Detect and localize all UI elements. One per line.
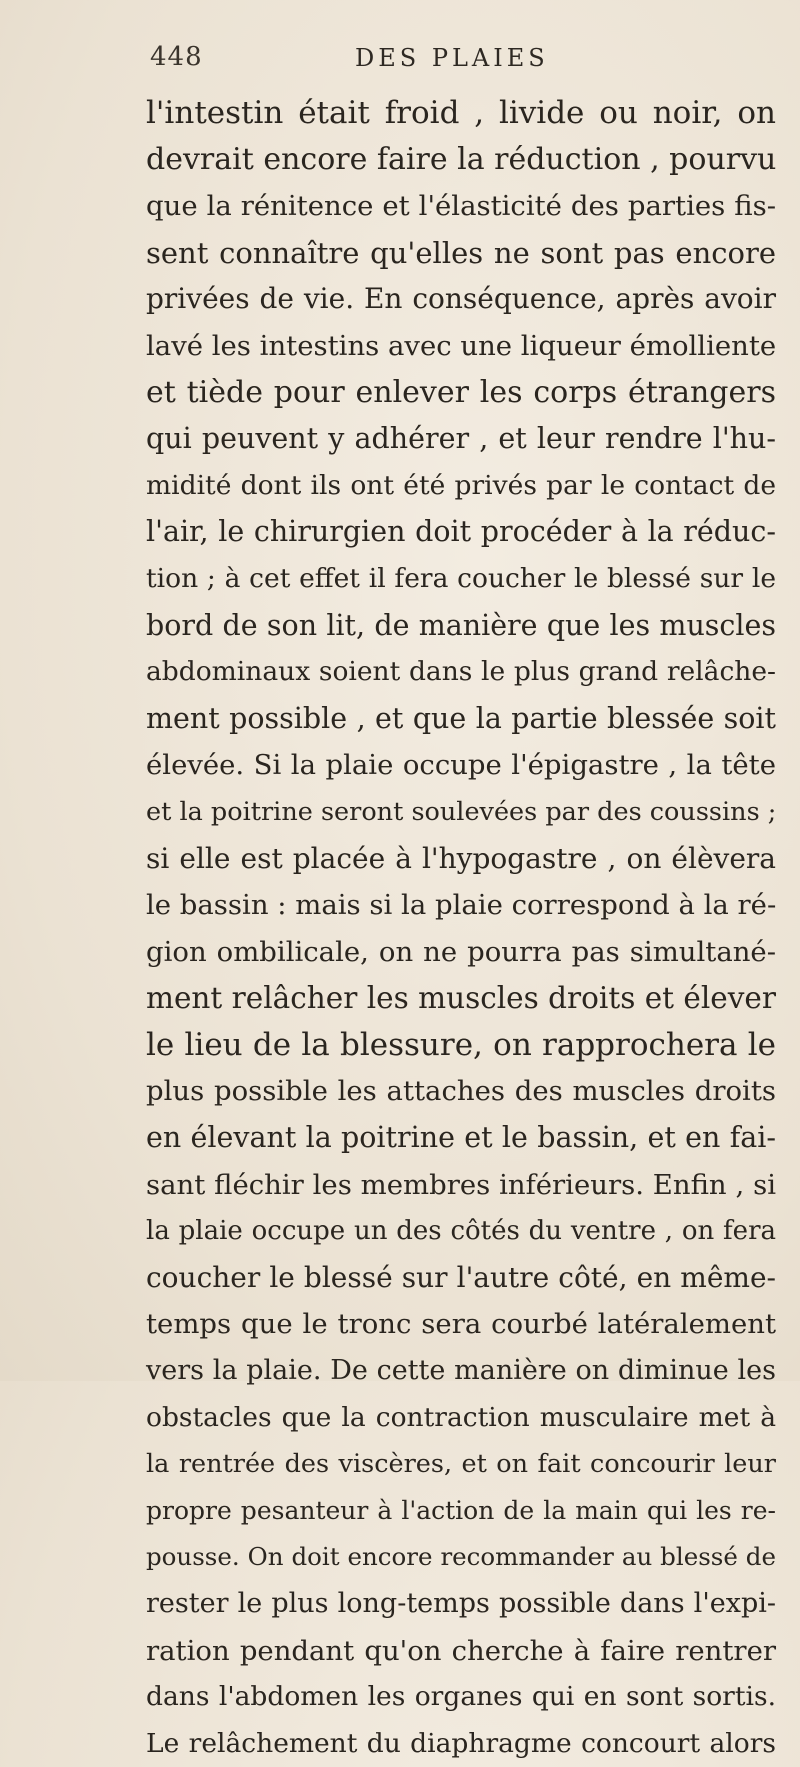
- text-line: privées de vie. En conséquence, après avoir: [146, 282, 776, 316]
- text-line: la rentrée des viscères, et on fait concourir leur: [146, 1449, 776, 1480]
- text-line: et la poitrine seront soulevées par des coussins ;: [146, 796, 777, 827]
- running-title: DES PLAIES: [355, 44, 549, 72]
- text-line: ration pendant qu'on cherche à faire rentrer: [146, 1634, 776, 1667]
- text-line: devrait encore faire la réduction , pourvu: [146, 141, 777, 177]
- text-line: sant fléchir les membres inférieurs. Enfin , si: [146, 1168, 776, 1201]
- text-line: ment relâcher les muscles droits et élever: [146, 981, 776, 1016]
- text-line: le bassin : mais si la plaie correspond à la ré-: [146, 889, 777, 922]
- body-text: [146, 90, 776, 1767]
- text-line: obstacles que la contraction musculaire met à: [146, 1401, 776, 1433]
- text-line: vers la plaie. De cette manière on diminue les: [146, 1355, 776, 1387]
- text-line: tion ; à cet effet il fera coucher le blessé sur le: [146, 562, 776, 594]
- text-line: plus possible les attaches des muscles droits: [146, 1075, 776, 1108]
- text-line: pousse. On doit encore recommander au blessé de: [146, 1542, 776, 1572]
- text-line: si elle est placée à l'hypogastre , on élèvera: [146, 841, 776, 875]
- text-line: dans l'abdomen les organes qui en sont sortis.: [146, 1681, 776, 1713]
- text-line: rester le plus long-temps possible dans l'expi-: [146, 1588, 776, 1619]
- text-line: Le relâchement du diaphragme concourt alors: [146, 1727, 776, 1759]
- text-line: ment possible , et que la partie blessée soit: [146, 701, 776, 735]
- text-line: sent connaître qu'elles ne sont pas encore: [146, 235, 776, 270]
- text-line: propre pesanteur à l'action de la main qui les re-: [146, 1495, 776, 1525]
- text-line: la plaie occupe un des côtés du ventre , on fera: [146, 1216, 776, 1247]
- text-line: le lieu de la blessure, on rapprochera le: [146, 1026, 776, 1063]
- text-line: l'air, le chirurgien doit procéder à la réduc-: [146, 515, 776, 549]
- running-head: [150, 40, 750, 80]
- page-number: 448: [150, 42, 203, 72]
- text-line: élevée. Si la plaie occupe l'épigastre , la tête: [146, 749, 776, 782]
- text-line: gion ombilicale, on ne pourra pas simultané-: [146, 935, 776, 968]
- text-line: temps que le tronc sera courbé latéralement: [146, 1308, 776, 1341]
- text-line: en élevant la poitrine et le bassin, et en fai-: [146, 1121, 776, 1155]
- text-line: qui peuvent y adhérer , et leur rendre l'hu-: [146, 422, 776, 456]
- text-line: bord de son lit, de manière que les muscles: [146, 608, 776, 642]
- text-line: et tiède pour enlever les corps étrangers: [146, 374, 776, 410]
- text-line: lavé les intestins avec une liqueur émolliente: [146, 329, 777, 362]
- text-line: coucher le blessé sur l'autre côté, en même-: [146, 1260, 776, 1294]
- text-line: midité dont ils ont été privés par le contact de: [146, 469, 776, 501]
- text-line: abdominaux soient dans le plus grand relâche-: [146, 656, 776, 688]
- text-line: que la rénitence et l'élasticité des parties fis-: [146, 190, 776, 223]
- text-line: l'intestin était froid , livide ou noir, on: [146, 95, 776, 131]
